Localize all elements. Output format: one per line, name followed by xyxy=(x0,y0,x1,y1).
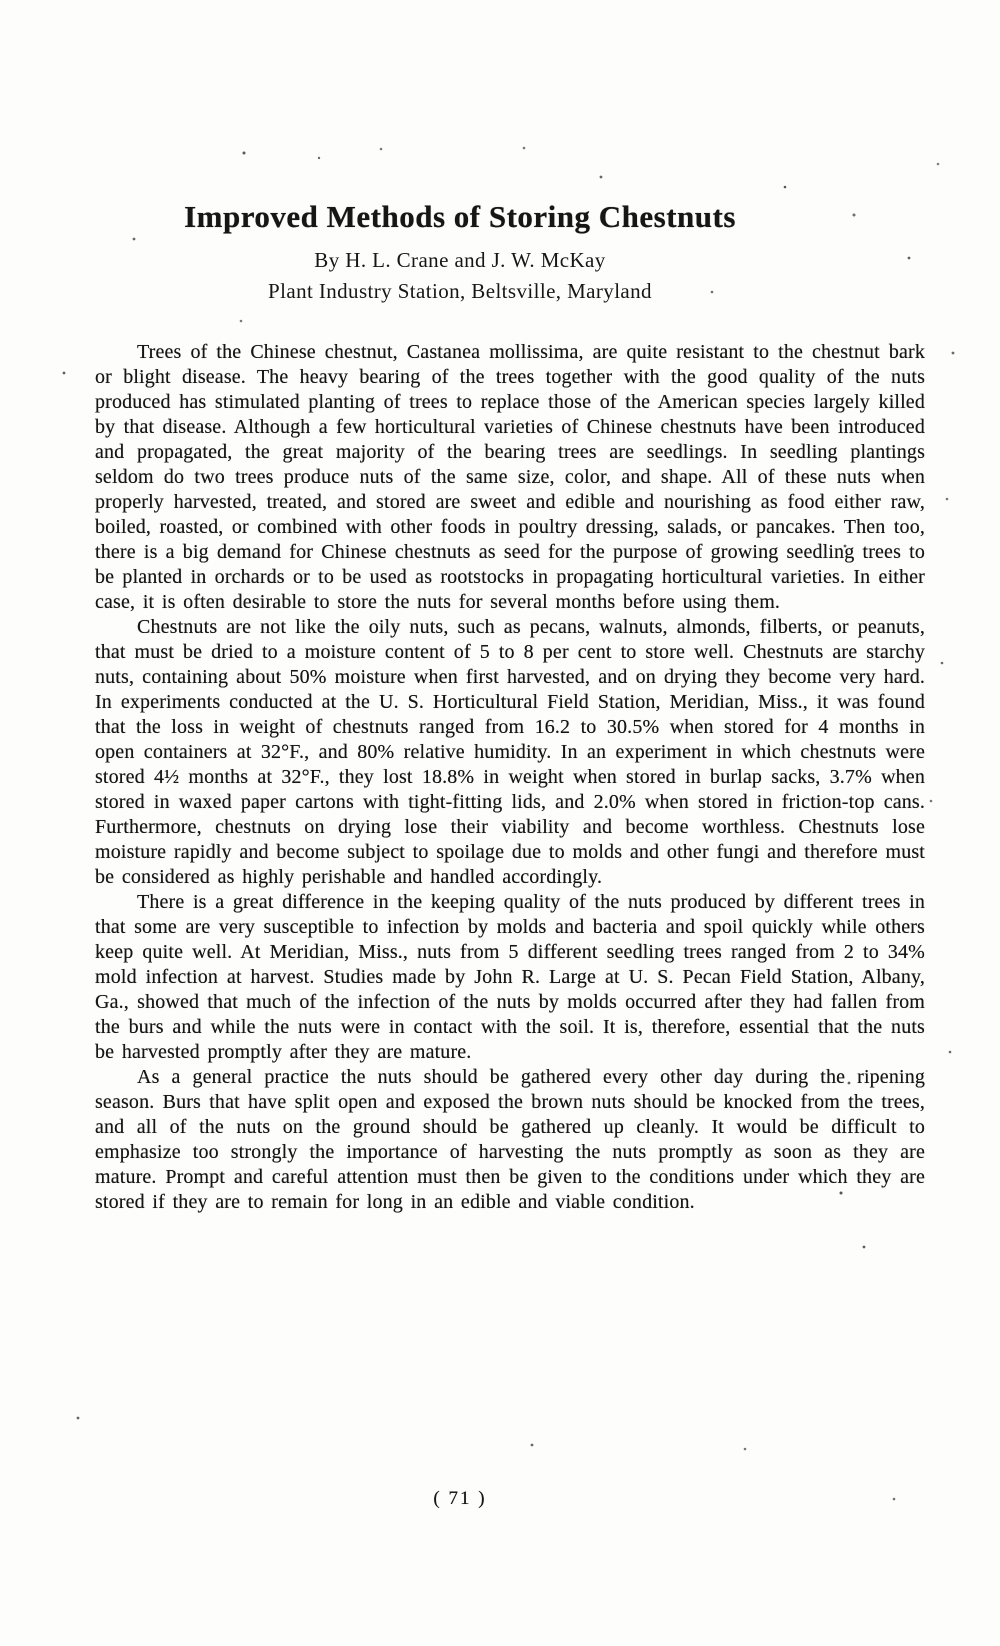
body-paragraph: Chestnuts are not like the oily nuts, such as pecans, walnuts, almonds, filberts, or peanuts, that must be dried to a moisture content of 5 to 8 per cent to store well. Chestnuts are starchy nuts, containing about 50% moisture when first harvested, and on drying they become very hard. In experiments conducted at the U. S. Horticultural Field Station, Meridian, Miss., it was found that the loss in weight of chestnuts ranged from 16.2 to 30.5% when stored for 4 months in open containers at 32°F., and 80% relative humidity. In an experiment in which chestnuts were stored 4½ months at 32°F., they lost 18.8% in weight when stored in burlap sacks, 3.7% when stored in waxed paper cartons with tight-fitting lids, and 2.0% when stored in friction-top cans. Furthermore, chestnuts on drying lose their viability and become worthless. Chestnuts lose moisture rapidly and become subject to spoilage due to molds and other fungi and therefore must be considered as highly perishable and handled accordingly. xyxy=(95,616,925,888)
body-paragraph: As a general practice the nuts should be gathered every other day during the ripening season. Burs that have split open and exposed the brown nuts should be knocked from the trees, and all of the nuts on the ground should be gathered up cleanly. It would be difficult to emphasize too strongly the importance of harvesting the nuts promptly as soon as they are mature. Prompt and careful attention must then be given to the conditions under which they are stored if they are to remain for long in an edible and viable condition. xyxy=(95,1066,925,1213)
page-number: ( 71 ) xyxy=(433,1488,487,1509)
body-paragraph: There is a great difference in the keeping quality of the nuts produced by different trees in that some are very susceptible to infection by molds and bacteria and spoil quickly while others keep quite well. At Meridian, Miss., nuts from 5 different seedling trees ranged from 2 to 34% mold infection at harvest. Studies made by John R. Large at U. S. Pecan Field Station, Albany, Ga., showed that much of the infection of the nuts by molds occurred after they had fallen from the burs and while the nuts were in contact with the soil. It is, therefore, essential that the nuts be harvested promptly after they are mature. xyxy=(95,891,925,1063)
scan-noise-speckles xyxy=(0,0,2,2)
article-body xyxy=(95,340,925,1215)
article-byline: By H. L. Crane and J. W. McKay xyxy=(314,248,606,272)
article-heading-block xyxy=(95,198,825,304)
article-title: Improved Methods of Storing Chestnuts xyxy=(184,199,736,234)
article-affiliation: Plant Industry Station, Beltsville, Maryland xyxy=(268,279,652,303)
body-paragraph: Trees of the Chinese chestnut, Castanea mollissima, are quite resistant to the chestnut bark or blight disease. The heavy bearing of the trees together with the good quality of the nuts produced has stimulated planting of trees to replace those of the American species largely killed by that disease. Although a few horticultural varieties of Chinese chestnuts have been introduced and propagated, the great majority of the bearing trees are seedlings. In seedling plantings seldom do two trees produce nuts of the same size, color, and shape. All of these nuts when properly harvested, treated, and stored are sweet and edible and nourishing as food either raw, boiled, roasted, or combined with other foods in poultry dressing, salads, or pancakes. Then too, there is a big demand for Chinese chestnuts as seed for the purpose of growing seedling trees to be planted in orchards or to be used as rootstocks in propagating horticultural varieties. In either case, it is often desirable to store the nuts for several months before using them. xyxy=(95,341,925,613)
